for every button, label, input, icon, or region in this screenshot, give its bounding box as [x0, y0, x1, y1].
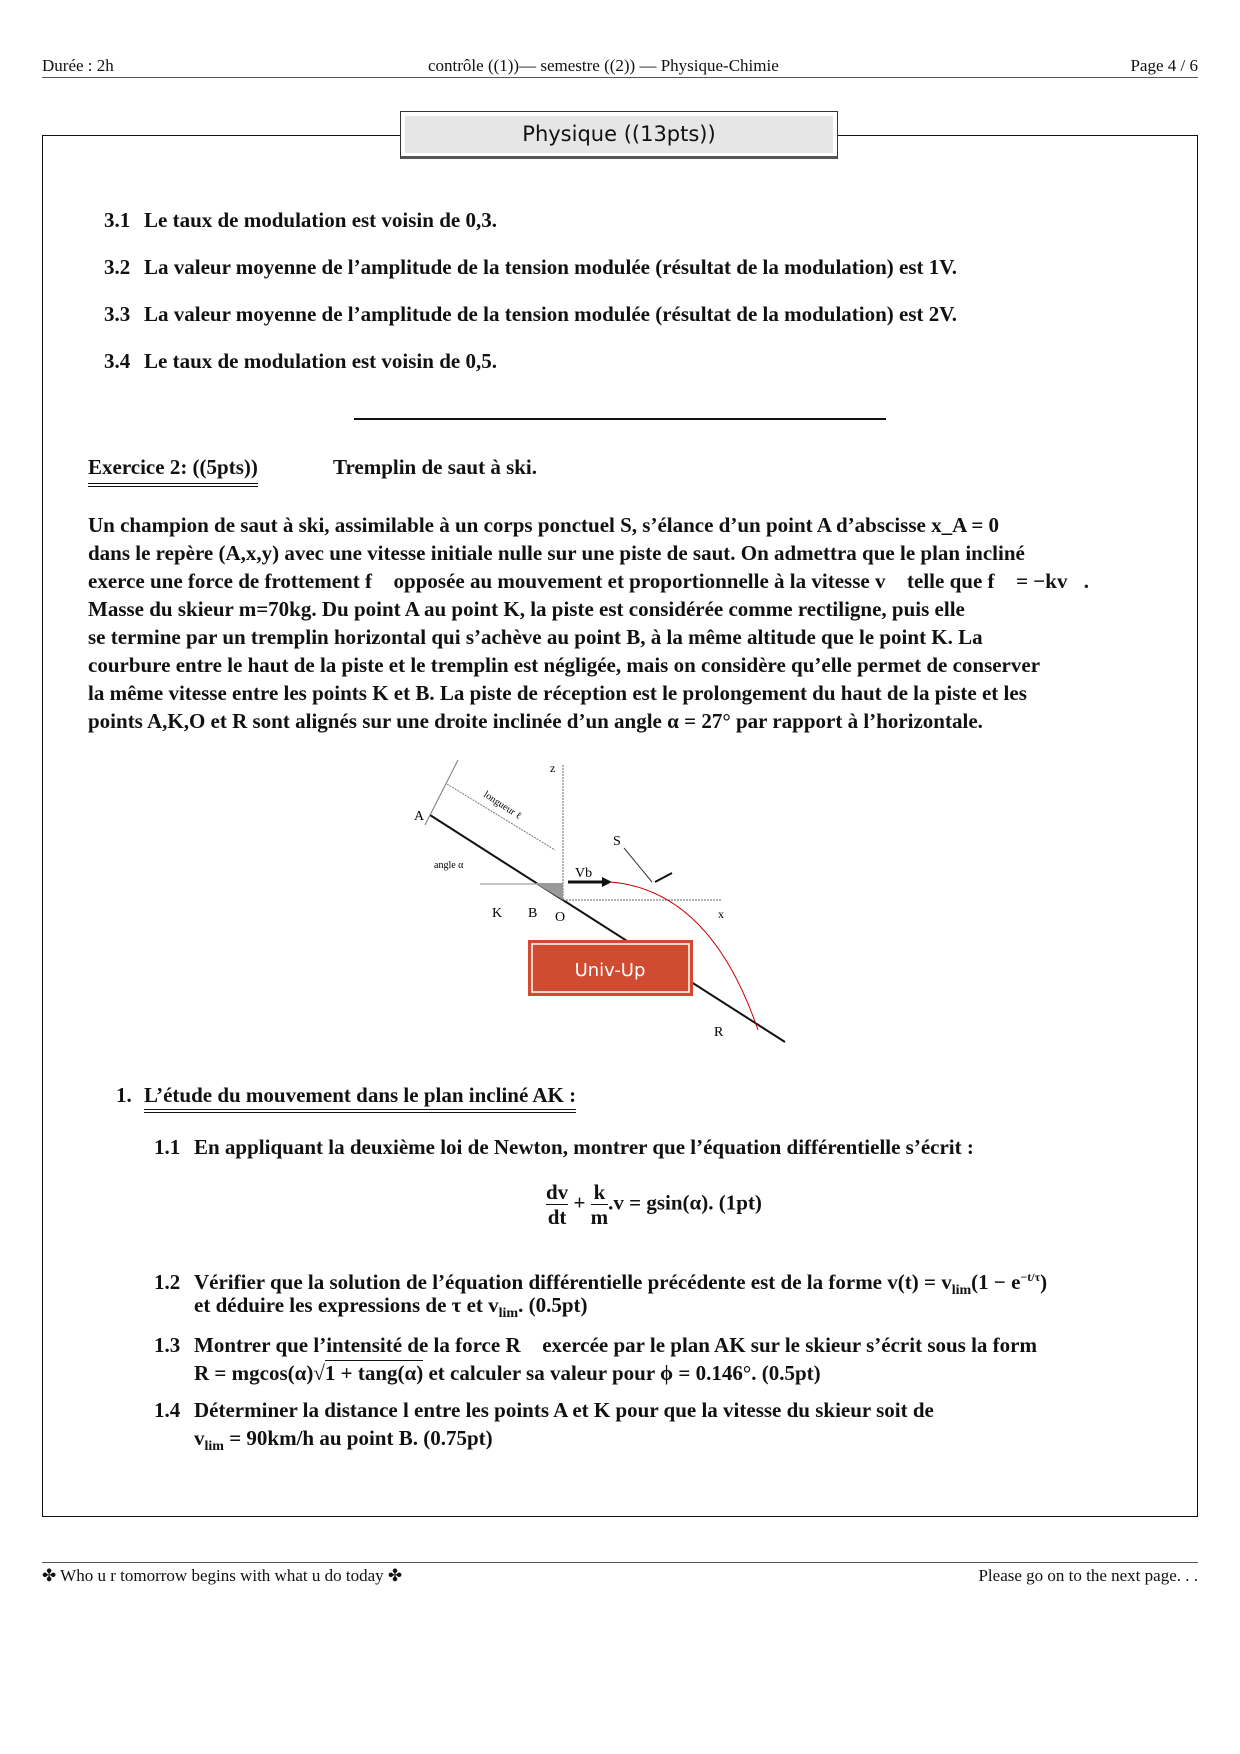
- exercise-label: Exercice 2: ((5pts)): [88, 453, 258, 487]
- paragraph-line: courbure entre le haut de la piste et le tremplin est négligée, mais on considère qu’elle permet de conserver: [88, 653, 1041, 677]
- length-tick: [425, 760, 458, 825]
- q-text: = 90km/h au point B. (0.75pt): [223, 1426, 493, 1450]
- question-1-3: [154, 1331, 1234, 1359]
- section-title: Physique ((13pts)): [405, 116, 833, 153]
- q-text: et calculer sa valeur pour ϕ = 0.146°. (0.5pt): [423, 1361, 821, 1385]
- q-text: Vérifier que la solution de l’équation différentielle précédente est de la forme v(t) = v: [194, 1270, 952, 1294]
- question-1-1: [154, 1133, 1234, 1161]
- footer-next: Please go on to the next page. . .: [978, 1566, 1198, 1585]
- label-r: R: [714, 1025, 724, 1040]
- eq-plus: +: [573, 1190, 586, 1215]
- q-num: 1.2: [154, 1270, 181, 1294]
- equation: [546, 1180, 762, 1229]
- s-pointer: [624, 848, 652, 882]
- footer-motto: ✤ Who u r tomorrow begins with what u do today ✤: [42, 1566, 403, 1585]
- header-page: Page 4 / 6: [1130, 56, 1198, 75]
- option-num: 3.3: [104, 302, 131, 326]
- part-num: 1.: [116, 1083, 132, 1107]
- option-3-3: [104, 300, 1184, 328]
- option-text: Le taux de modulation est voisin de 0,3.: [144, 208, 497, 232]
- question-1-2-line2: [194, 1291, 1240, 1328]
- label-z: z: [550, 761, 556, 775]
- paragraph-line: Un champion de saut à ski, assimilable à un corps ponctuel S, s’élance d’un point A d’abscisse x_A = 0: [88, 513, 1000, 537]
- eq-rest: .v = gsin(α). (1pt): [608, 1190, 762, 1215]
- paragraph-line: la même vitesse entre les points K et B. La piste de réception est le prolongement du haut de la piste et les: [88, 681, 1027, 705]
- option-num: 3.1: [104, 208, 131, 232]
- option-text: La valeur moyenne de l’amplitude de la tension modulée (résultat de la modulation) est 1V.: [144, 255, 957, 279]
- eq-num: dv: [546, 1180, 569, 1204]
- q-text: En appliquant la deuxième loi de Newton, montrer que l’équation différentielle s’écrit :: [194, 1135, 974, 1159]
- label-a: A: [414, 809, 425, 824]
- section-title-box: [400, 111, 838, 159]
- q-text: ): [1040, 1270, 1048, 1294]
- q-text: et déduire les expressions de τ et v: [194, 1293, 499, 1317]
- ski-jump-figure: [380, 740, 820, 1060]
- header-duration: Durée : 2h: [42, 56, 114, 75]
- q-num: 1.1: [154, 1135, 181, 1159]
- label-angle: angle α: [434, 860, 464, 871]
- paragraph-line: se termine par un tremplin horizontal qui s’achève au point B, à la même altitude que le point K. La: [88, 625, 983, 649]
- question-1-4: [154, 1396, 1234, 1424]
- q-num: 1.4: [154, 1398, 181, 1422]
- label-b: B: [528, 906, 538, 921]
- q-text: . (0.5pt): [518, 1293, 588, 1317]
- q-text: (1 − e: [971, 1270, 1021, 1294]
- length-dimension: [447, 784, 555, 850]
- label-s: S: [613, 834, 621, 849]
- label-k: K: [492, 906, 503, 921]
- option-3-2: [104, 253, 1184, 281]
- eq-den: dt: [547, 1205, 567, 1229]
- part-1-heading: [116, 1081, 576, 1109]
- question-1-3-line2: R = mgcos(α)√1 + tang(α) et calculer sa valeur pour ϕ = 0.146°. (0.5pt): [194, 1361, 821, 1385]
- option-text: Le taux de modulation est voisin de 0,5.: [144, 349, 497, 373]
- footer-rule: [42, 1562, 1198, 1563]
- paragraph-line: points A,K,O et R sont alignés sur une droite inclinée d’un angle α = 27° par rapport à l’horizontale.: [88, 709, 983, 733]
- q-text: v: [194, 1426, 205, 1450]
- option-3-4: [104, 347, 1184, 375]
- option-num: 3.4: [104, 349, 131, 373]
- separator: [354, 418, 886, 420]
- sqrt-content: 1 + tang(α): [324, 1361, 424, 1385]
- watermark-text: Univ-Up: [574, 960, 646, 981]
- q-text: Déterminer la distance l entre les points A et K pour que la vitesse du skieur soit de: [194, 1398, 934, 1422]
- exponent: −t/τ: [1020, 1270, 1041, 1284]
- q-text: Montrer que l’intensité de la force R⃗ exercée par le plan AK sur le skieur s’écrit sous la form: [194, 1333, 1037, 1357]
- exercise-title: Tremplin de saut à ski.: [333, 455, 538, 479]
- label-o: O: [555, 910, 566, 925]
- header-rule: [42, 77, 1198, 78]
- question-1-4-line2: [194, 1424, 1240, 1461]
- sub: lim: [498, 1306, 519, 1321]
- label-length: longueur ℓ: [481, 789, 524, 822]
- sub: lim: [204, 1439, 224, 1454]
- option-text: La valeur moyenne de l’amplitude de la tension modulée (résultat de la modulation) est 2V.: [144, 302, 957, 326]
- paragraph-line: exerce une force de frottement f⃗ opposée au mouvement et proportionnelle à la vitesse v⃗ telle que f⃗ = −kv⃗.: [88, 569, 1090, 593]
- label-vb: Vb: [575, 866, 593, 881]
- q-text: R = mgcos(α): [194, 1361, 314, 1385]
- header-title: contrôle ((1))— semestre ((2)) — Physique-Chimie: [428, 56, 779, 75]
- option-3-1: [104, 206, 1184, 234]
- skier-icon: [655, 873, 672, 882]
- part-title: L’étude du mouvement dans le plan incliné AK :: [144, 1083, 576, 1113]
- option-num: 3.2: [104, 255, 131, 279]
- label-x: x: [718, 907, 724, 921]
- q-num: 1.3: [154, 1333, 181, 1357]
- paragraph-line: dans le repère (A,x,y) avec une vitesse initiale nulle sur une piste de saut. On admettra que le plan incliné: [88, 541, 1025, 565]
- eq-num: k: [591, 1180, 609, 1205]
- sub: lim: [951, 1283, 972, 1298]
- paragraph-line: Masse du skieur m=70kg. Du point A au point K, la piste est considérée comme rectiligne, puis elle: [88, 597, 965, 621]
- eq-den: m: [590, 1205, 609, 1229]
- slope-line: [430, 815, 785, 1042]
